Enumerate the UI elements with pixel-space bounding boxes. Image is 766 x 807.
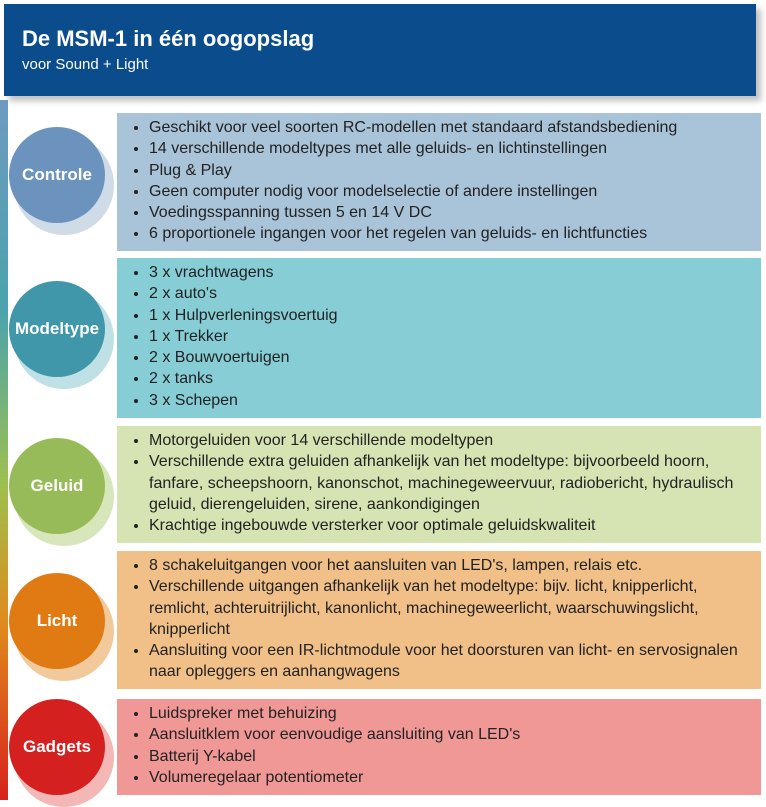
- list-item: • 2 x auto's: [149, 283, 753, 304]
- list-item: • 2 x Bouwvoertuigen: [149, 347, 753, 368]
- header-banner: [4, 4, 756, 96]
- list-item: • 3 x Schepen: [149, 390, 753, 411]
- list-item: • Geschikt voor veel soorten RC-modellen met standaard afstandsbediening: [149, 117, 753, 138]
- section-gadgets: [117, 699, 761, 795]
- gradient-side-bar: [0, 100, 8, 800]
- controle-badge: Controle: [9, 127, 105, 223]
- geluid-badge: Geluid: [9, 438, 105, 534]
- section-licht: [117, 551, 761, 689]
- list-item: • Batterij Y-kabel: [149, 746, 753, 767]
- list-item: • Voedingsspanning tussen 5 en 14 V DC: [149, 202, 753, 223]
- list-item: • Verschillende uitgangen afhankelijk van het modeltype: bijv. licht, knipperlicht, remlicht, achteruitrijlicht, kanonlicht, machinegeweerlicht, waarschuwingslicht, knipperlicht: [149, 576, 753, 640]
- list-item: • 3 x vrachtwagens: [149, 262, 753, 283]
- page-subtitle: voor Sound + Light: [22, 56, 149, 73]
- controle-list: [131, 117, 753, 245]
- list-item: • Krachtige ingebouwde versterker voor optimale geluidskwaliteit: [149, 515, 753, 536]
- list-item: • Verschillende extra geluiden afhankelijk van het modeltype: bijvoorbeeld hoorn, fanfare, scheepshoorn, kanonschot, machinegeweervuur, radiobericht, hydraulisch geluid, dierengeluiden, sirene, aankondigingen: [149, 451, 753, 515]
- geluid-list: [131, 430, 753, 536]
- gadgets-badge: Gadgets: [9, 699, 105, 795]
- section-modeltype: [117, 258, 761, 418]
- modeltype-list: [131, 262, 753, 411]
- list-item: • Luidspreker met behuizing: [149, 703, 753, 724]
- list-item: • Geen computer nodig voor modelselectie of andere instellingen: [149, 181, 753, 202]
- list-item: • Motorgeluiden voor 14 verschillende modeltypen: [149, 430, 753, 451]
- list-item: • 6 proportionele ingangen voor het regelen van geluids- en lichtfuncties: [149, 223, 753, 244]
- modeltype-badge: Modeltype: [9, 281, 105, 377]
- list-item: • 2 x tanks: [149, 368, 753, 389]
- gadgets-list: [131, 703, 753, 788]
- list-item: • 1 x Hulpverleningsvoertuig: [149, 305, 753, 326]
- list-item: • 14 verschillende modeltypes met alle geluids- en lichtinstellingen: [149, 138, 753, 159]
- licht-list: [131, 555, 753, 683]
- list-item: • Plug & Play: [149, 160, 753, 181]
- list-item: • 8 schakeluitgangen voor het aansluiten van LED's, lampen, relais etc.: [149, 555, 753, 576]
- list-item: • Volumeregelaar potentiometer: [149, 767, 753, 788]
- section-controle: [117, 113, 761, 251]
- list-item: • Aansluiting voor een IR-lichtmodule voor het doorsturen van licht- en servosignalen naar opleggers en aanhangwagens: [149, 640, 753, 683]
- list-item: • 1 x Trekker: [149, 326, 753, 347]
- licht-badge: Licht: [9, 573, 105, 669]
- page-title: De MSM-1 in één oogopslag: [22, 26, 315, 51]
- list-item: • Aansluitklem voor eenvoudige aansluiting van LED's: [149, 724, 753, 745]
- section-geluid: [117, 426, 761, 543]
